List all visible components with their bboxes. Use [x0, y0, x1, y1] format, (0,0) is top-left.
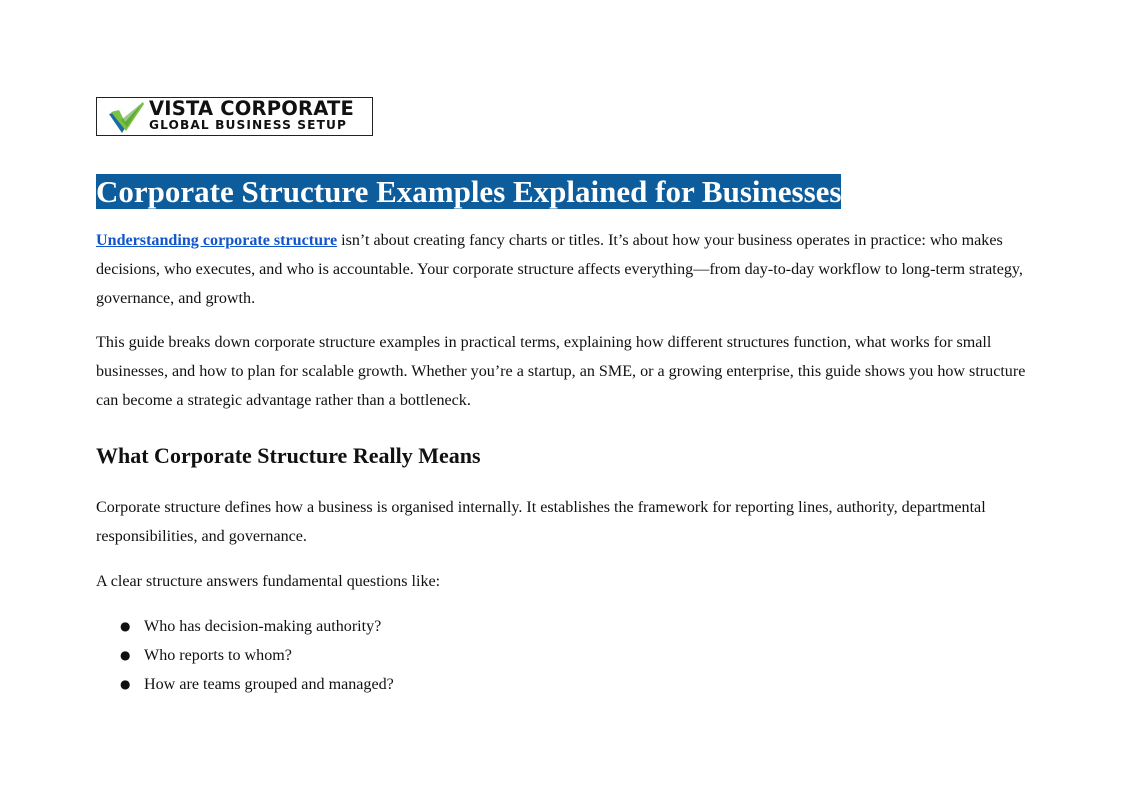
corporate-structure-link[interactable]: Understanding corporate structure	[96, 232, 338, 249]
list-item	[96, 670, 394, 699]
intro-text: isn’t about creating fancy charts or titles. It’s about how your business operates in practice: who makes decisions, who executes, and who is accountable. Your corporate structure affects everything—from day-to-day workflow to long-term strategy, governance, and growth.	[96, 232, 1023, 307]
list-item	[96, 612, 394, 641]
list-item-text: Who has decision-making authority?	[144, 618, 382, 635]
bullet-icon: ●	[120, 648, 131, 662]
section-heading: What Corporate Structure Really Means	[96, 443, 481, 468]
checkmark-logo-icon	[107, 100, 145, 134]
list-item-text: How are teams grouped and managed?	[144, 676, 394, 693]
guide-paragraph: This guide breaks down corporate structure examples in practical terms, explaining how different structures function, what works for small businesses, and how to plan for scalable growth. Whether you’re a startup, an SME, or a growing enterprise, this guide shows you how structure can become a strategic advantage rather than a bottleneck.	[96, 334, 1026, 409]
bullet-icon: ●	[120, 677, 131, 691]
list-item	[96, 641, 394, 670]
definition-paragraph: Corporate structure defines how a business is organised internally. It establishes the framework for reporting lines, authority, departmental responsibilities, and governance.	[96, 499, 986, 545]
questions-intro: A clear structure answers fundamental questions like:	[96, 573, 441, 590]
logo-tagline: GLOBAL BUSINESS SETUP	[149, 118, 348, 132]
bullet-icon: ●	[120, 619, 131, 633]
questions-list	[96, 612, 394, 699]
company-logo	[96, 97, 373, 136]
list-item-text: Who reports to whom?	[144, 647, 292, 664]
page-title-text: Corporate Structure Examples Explained for Businesses	[96, 174, 842, 209]
page-title	[96, 174, 841, 210]
intro-paragraph	[96, 226, 1036, 313]
logo-wordmark: VISTA CORPORATE	[149, 97, 355, 120]
